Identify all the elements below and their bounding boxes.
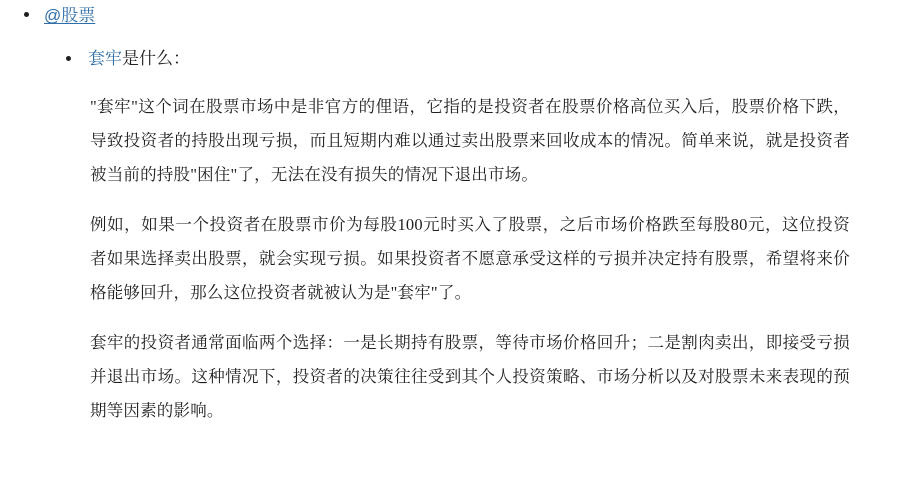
- paragraph: "套牢"这个词在股票市场中是非官方的俚语，它指的是投资者在股票价格高位买入后，股票价格下跌，导致投资者的持股出现亏损，而且短期内难以通过卖出股票来回收成本的情况。简单来说，就是投资者被当前的持股"困住"了，无法在没有损失的情况下退出市场。: [90, 97, 850, 184]
- section-heading: [88, 46, 914, 72]
- list-item: [0, 4, 914, 428]
- heading-rest: 是什么：: [122, 49, 190, 68]
- paragraph: 例如，如果一个投资者在股票市价为每股100元时买入了股票，之后市场价格跌至每股80元，这位投资者如果选择卖出股票，就会实现亏损。如果投资者不愿意承受这样的亏损并决定持有股票，希望将来价格能够回升，那么这位投资者就被认为是"套牢"了。: [90, 215, 850, 302]
- outline-level-1: [0, 4, 914, 428]
- bullet-icon: [24, 12, 29, 17]
- tag-link-stock[interactable]: @股票: [44, 6, 96, 25]
- paragraph: 套牢的投资者通常面临两个选择：一是长期持有股票，等待市场价格回升；二是割肉卖出，即接受亏损并退出市场。这种情况下，投资者的决策往往受到其个人投资策略、市场分析以及对股票未来表现的预期等因素的影响。: [90, 333, 850, 420]
- body-content: [88, 90, 914, 428]
- list-item: [44, 46, 914, 428]
- bullet-icon: [66, 56, 71, 61]
- heading-term: 套牢: [88, 49, 122, 68]
- outline-level-2: [44, 46, 914, 428]
